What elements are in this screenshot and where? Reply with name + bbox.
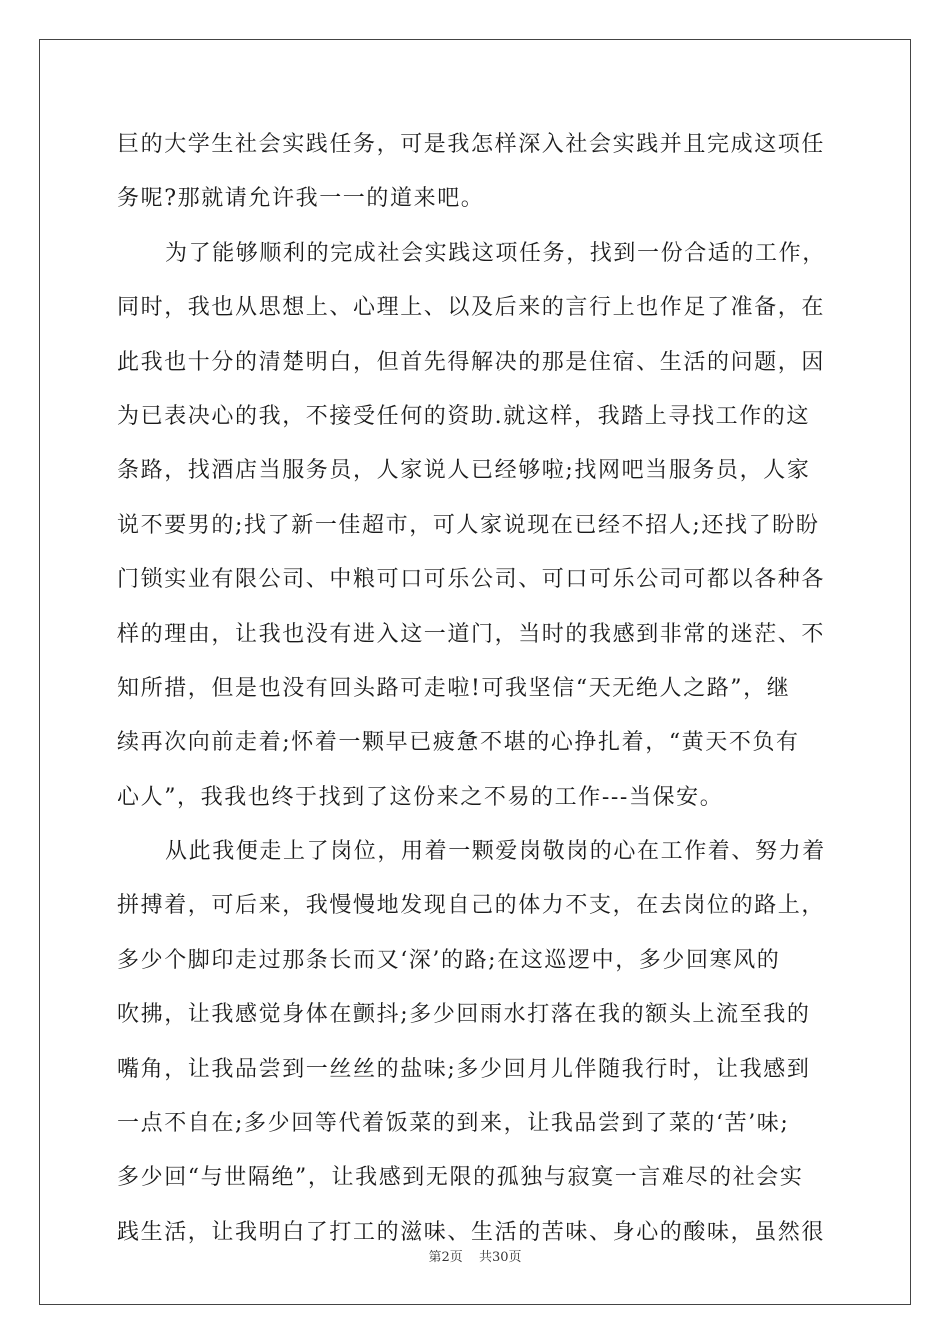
- text-line: 为了能够顺利的完成社会实践这项任务，找到一份合适的工作，: [165, 240, 826, 266]
- text-line: 从此我便走上了岗位，用着一颗爱岗敬岗的心在工作着、努力着: [165, 839, 826, 865]
- text-line: 此我也十分的清楚明白，但首先得解决的那是住宿、生活的问题，因: [117, 349, 826, 375]
- document-body: [117, 125, 833, 1267]
- text-line: 多少个脚印走过那条长而又‘深’的路;在这巡逻中，多少回寒风的: [117, 947, 781, 973]
- text-line: 门锁实业有限公司、中粮可口可乐公司、可口可乐公司可都以各种各: [117, 567, 826, 593]
- text-line: 说不要男的;找了新一佳超市，可人家说现在已经不招人;还找了盼盼: [117, 512, 820, 538]
- text-line: 多少回“与世隔绝”，让我感到无限的孤独与寂寞一言难尽的社会实: [117, 1165, 804, 1191]
- text-line: 同时，我也从思想上、心理上、以及后来的言行上也作足了准备，在: [117, 295, 826, 321]
- text-line: 一点不自在;多少回等代着饭菜的到来，让我品尝到了菜的‘苦’味;: [117, 1111, 790, 1137]
- text-line: 践生活，让我明白了打工的滋味、生活的苦味、身心的酸味，虽然很: [117, 1219, 826, 1245]
- page-total: 共30页: [478, 1250, 522, 1265]
- text-line: 知所措，但是也没有回头路可走啦!可我坚信“天无绝人之路”，继: [117, 675, 791, 701]
- text-line: 拼搏着，可后来，我慢慢地发现自己的体力不支，在去岗位的路上，: [117, 893, 826, 919]
- text-line: 样的理由，让我也没有进入这一道门，当时的我感到非常的迷茫、不: [117, 621, 826, 647]
- page-number: 第2页: [428, 1250, 463, 1265]
- text-line: 心人”，我我也终于找到了这份来之不易的工作---当保安。: [117, 784, 724, 810]
- text-line: 吹拂，让我感觉身体在颤抖;多少回雨水打落在我的额头上流至我的: [117, 1002, 811, 1028]
- text-line: 嘴角，让我品尝到一丝丝的盐味;多少回月儿伴随我行时，让我感到: [117, 1056, 811, 1082]
- text-line: 巨的大学生社会实践任务，可是我怎样深入社会实践并且完成这项任: [117, 132, 826, 157]
- text-line: 条路，找酒店当服务员，人家说人已经够啦;找网吧当服务员，人家: [117, 458, 811, 484]
- page-footer: [0, 1246, 950, 1265]
- text-line: 务呢?那就请允许我一一的道来吧。: [117, 186, 485, 212]
- text-line: 为已表决心的我，不接受任何的资助.就这样，我踏上寻找工作的这: [117, 403, 810, 429]
- text-line: 续再次向前走着;怀着一颗早已疲惫不堪的心挣扎着，“黄天不负有: [117, 730, 800, 756]
